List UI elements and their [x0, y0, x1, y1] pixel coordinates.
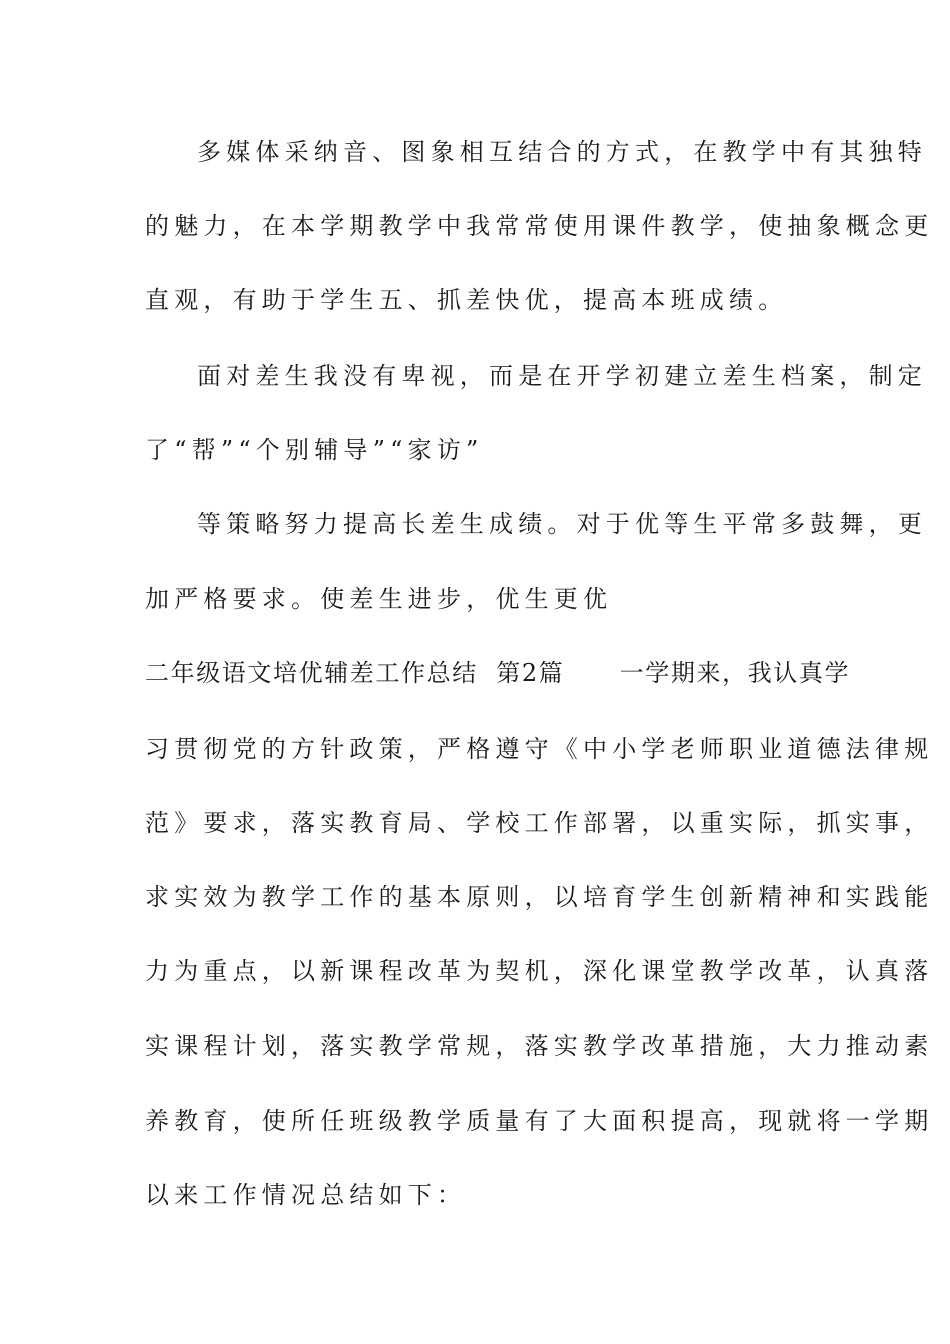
paragraph-line: 养教育，使所任班级教学质量有了大面积提高，现就将一学期 [145, 1107, 934, 1135]
paragraph-line: 力为重点，以新课程改革为契机，深化课堂教学改革，认真落 [145, 957, 934, 985]
paragraph-line: 以来工作情况总结如下： [145, 1181, 467, 1209]
paragraph-line: 直观，有助于学生五、抓差快优，提高本班成绩。 [145, 286, 788, 314]
paragraph-line: 多媒体采纳音、图象相互结合的方式，在教学中有其独特 [197, 138, 927, 166]
paragraph-line: 求实效为教学工作的基本原则，以培育学生创新精神和实践能 [145, 883, 934, 911]
paragraph-line: 习贯彻党的方针政策，严格遵守《中小学老师职业道德法律规 [145, 735, 934, 763]
section-heading-line: 二年级语文培优辅差工作总结 第2篇 一学期来，我认真学 [145, 659, 851, 687]
paragraph-line: 加严格要求。使差生进步，优生更优 [145, 585, 613, 613]
paragraph-line: 了“帮”“个别辅导”“家访” [145, 436, 484, 464]
paragraph-line: 范》要求，落实教育局、学校工作部署，以重实际，抓实事， [145, 809, 934, 837]
paragraph-line: 等策略努力提高长差生成绩。对于优等生平常多鼓舞，更 [197, 510, 927, 538]
paragraph-line: 实课程计划，落实教学常规，落实教学改革措施，大力推动素 [145, 1032, 934, 1060]
paragraph-line: 的魅力，在本学期教学中我常常使用课件教学，使抽象概念更 [145, 212, 934, 240]
paragraph-line: 面对差生我没有卑视，而是在开学初建立差生档案，制定 [197, 362, 927, 390]
